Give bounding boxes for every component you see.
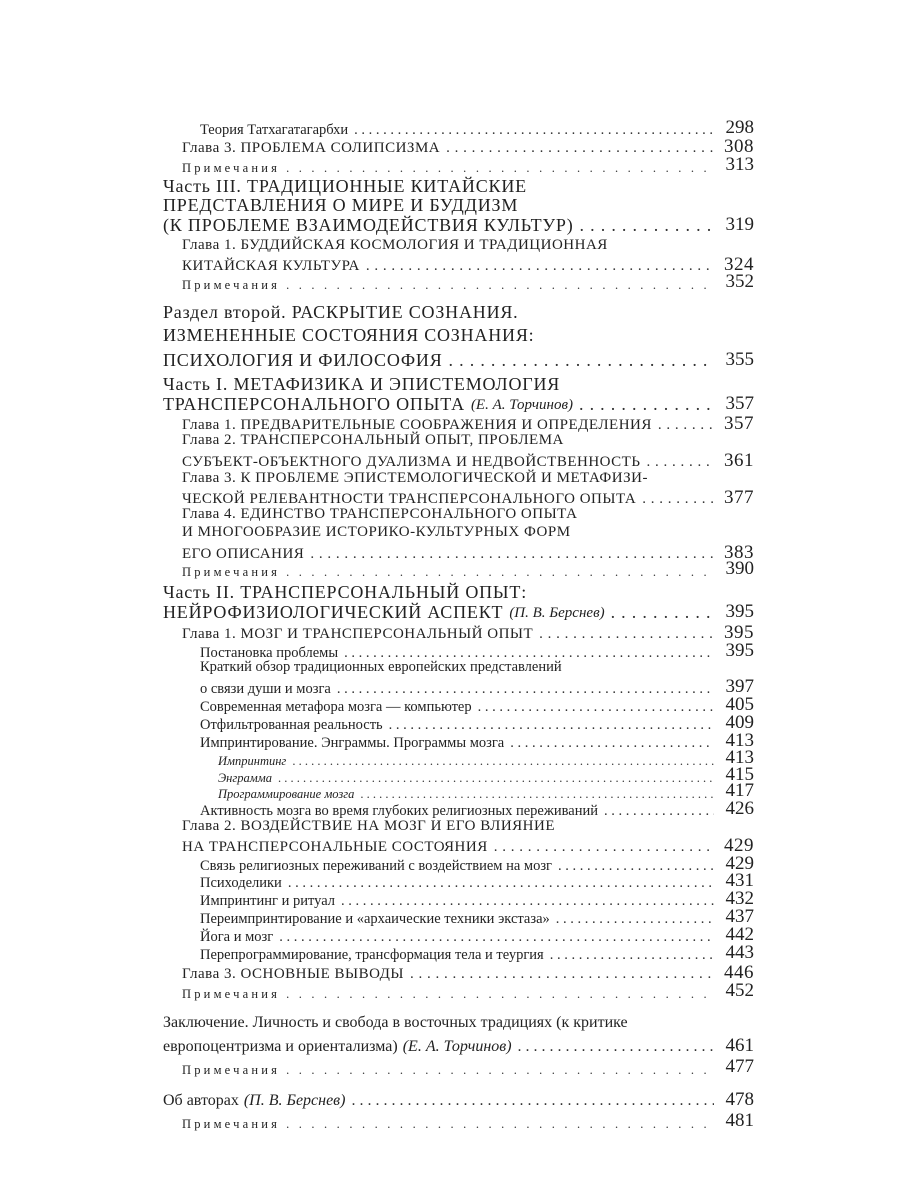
toc-entry [163, 602, 754, 621]
toc-entry-line: Глава 2. ТРАНСПЕРСОНАЛЬНЫЙ ОПЫТ, ПРОБЛЕМА [182, 432, 564, 448]
toc-entry-author: (П. В. Берснев) [243, 1092, 346, 1109]
leader-dots [658, 418, 714, 433]
leader-dots [611, 603, 714, 621]
toc-entry-title: НЕЙРОФИЗИОЛОГИЧЕСКИЙ АСПЕКТ [163, 602, 504, 622]
toc-entry-page: 409 [725, 712, 754, 733]
toc-entry-title: Глава 3. ПРОБЛЕМА СОЛИПСИЗМА [182, 140, 441, 156]
toc-entry-page: 308 [724, 136, 754, 157]
toc-entry [182, 981, 754, 1000]
toc-entry [182, 155, 754, 174]
toc-entry [200, 799, 754, 818]
toc-entry-page: 395 [725, 601, 754, 622]
leader-dots [337, 682, 714, 697]
toc-entry-title: Глава 3. ОСНОВНЫЕ ВЫВОДЫ [182, 966, 404, 982]
toc-entry-title: Примечания [182, 1116, 281, 1131]
toc-entry [182, 1111, 754, 1130]
toc-entry-page: 446 [724, 962, 754, 983]
toc-entry-page: 417 [725, 780, 754, 801]
toc-entry-page: 313 [725, 154, 754, 175]
toc-entry [182, 488, 754, 507]
toc-entry-page: 461 [725, 1035, 754, 1056]
toc-entry-title: НА ТРАНСПЕРСОНАЛЬНЫЕ СОСТОЯНИЯ [182, 839, 488, 855]
toc-entry-title: Примечания [182, 564, 281, 579]
toc-entry-title: КИТАЙСКАЯ КУЛЬТУРА [182, 258, 360, 274]
leader-dots [286, 566, 714, 579]
toc-entry [200, 713, 754, 732]
toc-entry-page: 357 [725, 393, 754, 414]
toc-entry [182, 1057, 754, 1076]
toc-entry-line: Глава 4. ЕДИНСТВО ТРАНСПЕРСОНАЛЬНОГО ОПЫТА [182, 506, 578, 522]
toc-entry [163, 350, 754, 369]
toc-entry-title: Импринтирование. Энграммы. Программы мозга [200, 734, 505, 751]
leader-dots [446, 141, 714, 156]
toc-entry-page: 395 [724, 622, 754, 643]
toc-entry [163, 1090, 754, 1109]
toc-entry [200, 907, 754, 926]
leader-dots [579, 395, 714, 413]
toc-entry-title: европоцентризма и ориентализма) [163, 1038, 398, 1055]
leader-dots [341, 894, 714, 909]
toc-entry-page: 405 [725, 694, 754, 715]
toc-entry-page: 361 [724, 450, 754, 471]
toc-entry-page: 355 [725, 349, 754, 370]
leader-dots [351, 1093, 714, 1109]
leader-dots [642, 492, 714, 507]
toc-entry [200, 695, 754, 714]
toc-entry-line: Глава 2. ВОЗДЕЙСТВИЕ НА МОЗГ И ЕГО ВЛИЯНИЕ [182, 818, 555, 834]
toc-entry-page: 481 [725, 1110, 754, 1131]
toc-entry-line: ИЗМЕНЕННЫЕ СОСТОЯНИЯ СОЗНАНИЯ: [163, 325, 535, 345]
toc-entry-title: Активность мозга во время глубоких религиозных переживаний [200, 802, 599, 819]
toc-entry-title: Переимпринтирование и «архаические техники экстаза» [200, 910, 550, 927]
toc-entry-line: Часть II. ТРАНСПЕРСОНАЛЬНЫЙ ОПЫТ: [163, 582, 528, 602]
toc-entry [182, 137, 754, 156]
toc-entry [182, 451, 754, 470]
toc-entry-page: 442 [725, 924, 754, 945]
leader-dots [410, 967, 714, 982]
toc-entry-title: Современная метафора мозга — компьютер [200, 698, 472, 715]
leader-dots [478, 700, 714, 715]
toc-entry-page: 426 [725, 798, 754, 819]
toc-entry-title: Отфильтрованная реальность [200, 716, 383, 733]
leader-dots [604, 804, 714, 819]
toc-entry-page: 413 [725, 747, 754, 768]
toc-entry [163, 1036, 754, 1055]
leader-dots [344, 646, 714, 661]
toc-entry-page: 432 [725, 888, 754, 909]
toc-entry-page: 357 [724, 413, 754, 434]
toc-entry-line: Часть I. МЕТАФИЗИКА И ЭПИСТЕМОЛОГИЯ [163, 374, 561, 394]
toc-entry-page: 477 [725, 1056, 754, 1077]
toc-entry-title: Примечания [182, 986, 281, 1001]
leader-dots [286, 988, 714, 1001]
toc-entry-page: 413 [725, 730, 754, 751]
toc-entry-line: ПРЕДСТАВЛЕНИЯ О МИРЕ И БУДДИЗМ [163, 195, 519, 215]
toc-entry-author: (Е. А. Торчинов) [402, 1038, 512, 1055]
toc-entry [163, 394, 754, 413]
toc-entry [200, 925, 754, 944]
toc-entry-title: Перепрограммирование, трансформация тела и теургия [200, 946, 544, 963]
toc-entry [200, 677, 754, 696]
toc-entry-page: 397 [725, 676, 754, 697]
toc-entry-title: (К ПРОБЛЕМЕ ВЗАИМОДЕЙСТВИЯ КУЛЬТУР) [163, 215, 574, 235]
leader-dots [494, 840, 714, 855]
toc-entry [182, 559, 754, 578]
toc-entry-title: ЧЕСКОЙ РЕЛЕВАНТНОСТИ ТРАНСПЕРСОНАЛЬНОГО ОПЫТА [182, 491, 637, 507]
toc-entry [182, 623, 754, 642]
toc-entry-page: 395 [725, 640, 754, 661]
toc-entry [200, 118, 754, 137]
toc-entry [200, 641, 754, 660]
toc-entry-title: Психоделики [200, 874, 282, 891]
leader-dots [286, 1118, 714, 1131]
toc-entry-title: Постановка проблемы [200, 644, 339, 661]
toc-entry-line: И МНОГООБРАЗИЕ ИСТОРИКО-КУЛЬТУРНЫХ ФОРМ [182, 524, 571, 540]
toc-entry [200, 871, 754, 890]
leader-dots [286, 162, 714, 175]
toc-entry [200, 889, 754, 908]
toc-entry-title: ПСИХОЛОГИЯ И ФИЛОСОФИЯ [163, 350, 443, 370]
toc-entry-line: Глава 3. К ПРОБЛЕМЕ ЭПИСТЕМОЛОГИЧЕСКОЙ И МЕТАФИЗИ- [182, 470, 648, 486]
toc-entry [182, 963, 754, 982]
toc-entry-title: ТРАНСПЕРСОНАЛЬНОГО ОПЫТА [163, 394, 465, 414]
toc-entry-title: Глава 1. ПРЕДВАРИТЕЛЬНЫЕ СООБРАЖЕНИЯ И ОПРЕДЕЛЕНИЯ [182, 417, 652, 433]
toc-entry-page: 429 [725, 853, 754, 874]
toc-entry-line: Часть III. ТРАДИЦИОННЫЕ КИТАЙСКИЕ [163, 176, 527, 196]
toc-entry-title: Импринтинг [218, 753, 287, 768]
toc-entry-line: Глава 1. БУДДИЙСКАЯ КОСМОЛОГИЯ И ТРАДИЦИОННАЯ [182, 237, 608, 253]
toc-entry-page: 431 [725, 870, 754, 891]
toc-entry-page: 383 [724, 542, 754, 563]
toc-entry [163, 215, 754, 234]
toc-entry-title: Примечания [182, 1062, 281, 1077]
leader-dots [646, 455, 714, 470]
leader-dots [286, 279, 714, 292]
leader-dots [518, 1039, 714, 1055]
toc-entry [182, 272, 754, 291]
leader-dots [556, 912, 714, 927]
leader-dots [279, 930, 714, 945]
toc-entry-page: 377 [724, 487, 754, 508]
leader-dots [550, 948, 714, 963]
toc-entry [182, 414, 754, 433]
toc-entry-page: 478 [725, 1089, 754, 1110]
toc-entry-title: Связь религиозных переживаний с воздействием на мозг [200, 857, 552, 874]
toc-entry-author: (П. В. Берснев) [509, 605, 605, 621]
toc-entry-line: Раздел второй. РАСКРЫТИЕ СОЗНАНИЯ. [163, 302, 519, 322]
leader-dots [539, 627, 714, 642]
toc-entry-title: Глава 1. МОЗГ И ТРАНСПЕРСОНАЛЬНЫЙ ОПЫТ [182, 626, 534, 642]
toc-entry-title: Примечания [182, 160, 281, 175]
toc-entry-title: Программирование мозга [218, 786, 355, 801]
toc-entry-page: 452 [725, 980, 754, 1001]
leader-dots [389, 718, 714, 733]
toc-entry-page: 298 [725, 117, 754, 138]
toc-entry-page: 415 [725, 764, 754, 785]
toc-entry-page: 429 [724, 835, 754, 856]
toc-entry-title: Примечания [182, 277, 281, 292]
toc-entry-page: 443 [725, 942, 754, 963]
toc-entry-title: Теория Татхагатагарбхи [200, 121, 349, 138]
leader-dots [288, 876, 714, 891]
toc-entry-title: ЕГО ОПИСАНИЯ [182, 546, 305, 562]
toc-entry [200, 943, 754, 962]
toc-entry-page: 324 [724, 254, 754, 275]
toc-entry-title: Энграмма [218, 770, 272, 785]
toc-entry-author: (Е. А. Торчинов) [470, 397, 573, 413]
toc-entry-title: о связи души и мозга [200, 680, 331, 697]
leader-dots [286, 1064, 714, 1077]
toc-entry-page: 390 [725, 558, 754, 579]
toc-entry-line: Заключение. Личность и свобода в восточных традициях (к критике [163, 1014, 628, 1031]
toc-entry-title: СУБЪЕКТ-ОБЪЕКТНОГО ДУАЛИЗМА И НЕДВОЙСТВЕННОСТЬ [182, 454, 641, 470]
toc-entry-title: Йога и мозг [200, 928, 274, 945]
toc-entry [218, 781, 754, 800]
leader-dots [354, 123, 714, 138]
toc-entry-page: 437 [725, 906, 754, 927]
toc-entry-page: 319 [725, 214, 754, 235]
toc-entry-page: 352 [725, 271, 754, 292]
toc-entry-title: Импринтинг и ритуал [200, 892, 336, 909]
toc-entry [182, 836, 754, 855]
toc-entry-title: Об авторах [163, 1092, 239, 1109]
leader-dots [580, 216, 714, 234]
leader-dots [449, 351, 714, 369]
toc-entry-line: Краткий обзор традиционных европейских представлений [200, 659, 562, 675]
